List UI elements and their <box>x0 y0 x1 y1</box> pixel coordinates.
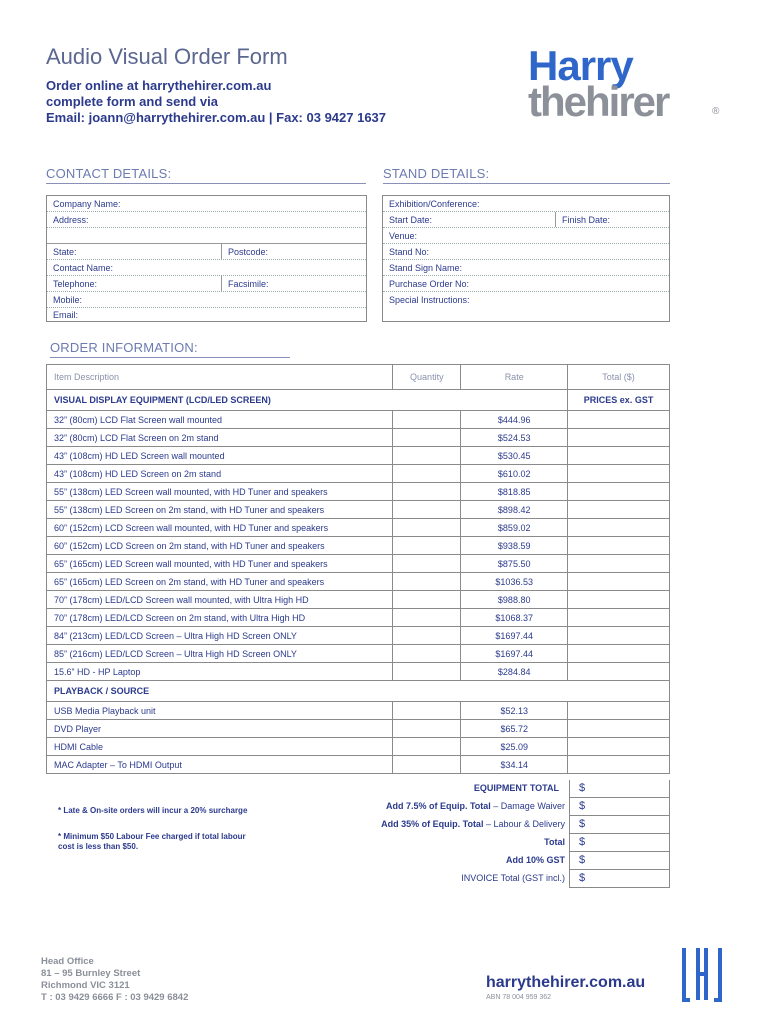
total-input[interactable] <box>568 573 670 591</box>
contact-name-field[interactable] <box>47 260 366 276</box>
item-rate: $52.13 <box>461 702 568 720</box>
stand-details-heading: STAND DETAILS: <box>383 166 490 181</box>
item-description: 43” (108cm) HD LED Screen wall mounted <box>47 447 393 465</box>
quantity-input[interactable] <box>393 501 461 519</box>
total-input[interactable] <box>568 519 670 537</box>
venue-field[interactable] <box>383 228 669 244</box>
visual-item-row <box>47 429 670 447</box>
labour-delivery-label <box>300 819 565 829</box>
item-description: 60” (152cm) LCD Screen on 2m stand, with HD Tuner and speakers <box>47 537 393 555</box>
exhibition-field[interactable] <box>383 196 669 212</box>
visual-item-row <box>47 519 670 537</box>
item-rate: $530.45 <box>461 447 568 465</box>
item-rate: $1697.44 <box>461 627 568 645</box>
order-online-text: Order online at harrythehirer.com.au <box>46 78 272 93</box>
company-name-label: Company Name: <box>53 199 121 209</box>
item-rate: $34.14 <box>461 756 568 774</box>
total-input[interactable] <box>568 702 670 720</box>
visual-item-row <box>47 555 670 573</box>
currency-symbol: $ <box>579 854 586 866</box>
item-description: 65” (165cm) LED Screen on 2m stand, with HD Tuner and speakers <box>47 573 393 591</box>
visual-item-row <box>47 465 670 483</box>
item-rate: $1036.53 <box>461 573 568 591</box>
total-input[interactable] <box>568 483 670 501</box>
item-description: USB Media Playback unit <box>47 702 393 720</box>
company-name-field[interactable] <box>47 196 366 212</box>
quantity-input[interactable] <box>393 573 461 591</box>
quantity-input[interactable] <box>393 663 461 681</box>
playback-item-row <box>47 720 670 738</box>
item-description: MAC Adapter – To HDMI Output <box>47 756 393 774</box>
visual-item-row <box>47 537 670 555</box>
total-input[interactable] <box>568 645 670 663</box>
send-via-text: complete form and send via <box>46 94 218 109</box>
purchase-order-label: Purchase Order No: <box>389 279 470 289</box>
invoice-total-input[interactable] <box>569 870 670 888</box>
damage-waiver-label <box>300 801 565 811</box>
logo-registered-mark: ® <box>712 106 720 117</box>
equipment-total-input[interactable] <box>569 780 670 798</box>
visual-item-row <box>47 573 670 591</box>
facsimile-field[interactable] <box>221 276 269 291</box>
visual-item-row <box>47 483 670 501</box>
exhibition-label: Exhibition/Conference: <box>389 199 480 209</box>
quantity-input[interactable] <box>393 465 461 483</box>
total-input[interactable] <box>568 756 670 774</box>
item-rate: $938.59 <box>461 537 568 555</box>
special-instructions-label: Special Instructions: <box>389 295 470 305</box>
total-input[interactable] <box>568 591 670 609</box>
email-field[interactable] <box>47 307 366 323</box>
purchase-order-field[interactable] <box>383 276 669 292</box>
finish-date-field[interactable] <box>555 212 610 227</box>
page-title: Audio Visual Order Form <box>46 44 288 69</box>
quantity-input[interactable] <box>393 537 461 555</box>
item-description: 85” (216cm) LED/LCD Screen – Ultra High HD Screen ONLY <box>47 645 393 663</box>
visual-items-body <box>47 411 670 681</box>
item-description: 32” (80cm) LCD Flat Screen wall mounted <box>47 411 393 429</box>
col-item-description: Item Description <box>47 365 393 390</box>
currency-symbol: $ <box>579 818 586 830</box>
invoice-total-label: INVOICE Total (GST incl.) <box>461 873 565 883</box>
visual-item-row <box>47 627 670 645</box>
section-playback <box>47 681 670 702</box>
visual-item-row <box>47 663 670 681</box>
total-input[interactable] <box>568 555 670 573</box>
damage-waiver-bold: Add 7.5% of Equip. Total <box>385 801 491 811</box>
item-rate: $1068.37 <box>461 609 568 627</box>
quantity-input[interactable] <box>393 483 461 501</box>
quantity-input[interactable] <box>393 720 461 738</box>
stand-sign-field[interactable] <box>383 260 669 276</box>
stand-no-label: Stand No: <box>389 247 430 257</box>
order-table-header <box>47 365 670 390</box>
item-rate: $898.42 <box>461 501 568 519</box>
item-rate: $610.02 <box>461 465 568 483</box>
footer-head-office: Head Office <box>41 956 94 967</box>
labour-fee-note-line2: cost is less than $50. <box>58 842 139 851</box>
quantity-input[interactable] <box>393 555 461 573</box>
col-total: Total ($) <box>568 365 670 390</box>
contact-details-heading: CONTACT DETAILS: <box>46 166 172 181</box>
total-input[interactable] <box>568 663 670 681</box>
footer-street: 81 – 95 Burnley Street <box>41 968 141 979</box>
total-input[interactable] <box>568 609 670 627</box>
contact-details-box <box>46 195 367 322</box>
prices-ex-gst-note: PRICES ex. GST <box>568 390 670 411</box>
item-description: 15.6” HD - HP Laptop <box>47 663 393 681</box>
telephone-field[interactable] <box>47 276 366 292</box>
stand-sign-label: Stand Sign Name: <box>389 263 463 273</box>
quantity-input[interactable] <box>393 411 461 429</box>
visual-item-row <box>47 591 670 609</box>
footer-website[interactable]: harrythehirer.com.au <box>486 974 646 991</box>
damage-waiver-input[interactable] <box>569 798 670 816</box>
state-label: State: <box>53 247 77 257</box>
address-line2-field[interactable] <box>47 228 366 244</box>
section-visual-display <box>47 390 670 411</box>
item-description: 43” (108cm) HD LED Screen on 2m stand <box>47 465 393 483</box>
col-rate: Rate <box>461 365 568 390</box>
item-description: 55” (138cm) LED Screen on 2m stand, with HD Tuner and speakers <box>47 501 393 519</box>
visual-item-row <box>47 411 670 429</box>
item-rate: $284.84 <box>461 663 568 681</box>
currency-symbol: $ <box>579 836 586 848</box>
start-date-label: Start Date: <box>389 215 433 225</box>
item-description: DVD Player <box>47 720 393 738</box>
email-fax-text: Email: joann@harrythehirer.com.au | Fax: 03 9427 1637 <box>46 110 387 125</box>
contact-name-label: Contact Name: <box>53 263 114 273</box>
email-label: Email: <box>53 310 79 320</box>
footer-phones: T : 03 9429 6666 F : 03 9429 6842 <box>41 992 189 1003</box>
total-input[interactable] <box>568 720 670 738</box>
address-label: Address: <box>53 215 89 225</box>
telephone-label: Telephone: <box>53 279 98 289</box>
quantity-input[interactable] <box>393 447 461 465</box>
total-input[interactable] <box>568 465 670 483</box>
quantity-input[interactable] <box>393 645 461 663</box>
section-visual-display-title: VISUAL DISPLAY EQUIPMENT (LCD/LED SCREEN) <box>47 390 568 411</box>
total-input[interactable] <box>569 834 670 852</box>
labour-delivery-rest: – Labour & Delivery <box>483 819 565 829</box>
visual-item-row <box>47 447 670 465</box>
mobile-field[interactable] <box>47 292 366 308</box>
playback-item-row <box>47 738 670 756</box>
quantity-input[interactable] <box>393 756 461 774</box>
currency-symbol: $ <box>579 872 586 884</box>
item-rate: $524.53 <box>461 429 568 447</box>
venue-label: Venue: <box>389 231 418 241</box>
gst-input[interactable] <box>569 852 670 870</box>
item-description: HDMI Cable <box>47 738 393 756</box>
total-input[interactable] <box>568 447 670 465</box>
equipment-total-label: EQUIPMENT TOTAL <box>473 783 559 793</box>
harry-the-hirer-logo <box>528 42 728 126</box>
gst-label: Add 10% GST <box>505 855 565 865</box>
facsimile-label: Facsimile: <box>228 279 269 289</box>
item-description: 60” (152cm) LCD Screen wall mounted, with HD Tuner and speakers <box>47 519 393 537</box>
item-rate: $1697.44 <box>461 645 568 663</box>
visual-item-row <box>47 645 670 663</box>
playback-items-body <box>47 702 670 774</box>
item-description: 65” (165cm) LED Screen wall mounted, with HD Tuner and speakers <box>47 555 393 573</box>
quantity-input[interactable] <box>393 627 461 645</box>
stand-details-box <box>382 195 670 322</box>
stand-no-field[interactable] <box>383 244 669 260</box>
item-rate: $988.80 <box>461 591 568 609</box>
order-information-heading: ORDER INFORMATION: <box>50 340 198 355</box>
quantity-input[interactable] <box>393 519 461 537</box>
item-description: 55” (138cm) LED Screen wall mounted, with HD Tuner and speakers <box>47 483 393 501</box>
order-heading-rule <box>50 357 290 358</box>
item-rate: $859.02 <box>461 519 568 537</box>
address-field[interactable] <box>47 212 366 228</box>
total-label: Total <box>544 837 565 847</box>
labour-delivery-input[interactable] <box>569 816 670 834</box>
start-date-field[interactable] <box>383 212 669 228</box>
quantity-input[interactable] <box>393 702 461 720</box>
labour-fee-note-line1: * Minimum $50 Labour Fee charged if total labour <box>58 832 246 841</box>
item-rate: $875.50 <box>461 555 568 573</box>
col-quantity: Quantity <box>393 365 461 390</box>
damage-waiver-rest: – Damage Waiver <box>490 801 565 811</box>
stand-heading-rule <box>383 183 670 184</box>
item-description: 70” (178cm) LED/LCD Screen on 2m stand, with Ultra High HD <box>47 609 393 627</box>
labour-delivery-bold: Add 35% of Equip. Total <box>381 819 484 829</box>
special-instructions-field[interactable] <box>383 292 669 322</box>
currency-symbol: $ <box>579 782 586 794</box>
item-rate: $25.09 <box>461 738 568 756</box>
item-description: 84” (213cm) LED/LCD Screen – Ultra High HD Screen ONLY <box>47 627 393 645</box>
finish-date-label: Finish Date: <box>562 215 611 225</box>
late-surcharge-note: * Late & On-site orders will incur a 20% surcharge <box>58 806 248 815</box>
contact-heading-rule <box>46 183 366 184</box>
postcode-label: Postcode: <box>228 247 269 257</box>
logo-thehirer: thehirer <box>528 78 669 125</box>
total-input[interactable] <box>568 429 670 447</box>
mobile-label: Mobile: <box>53 295 83 305</box>
visual-item-row <box>47 501 670 519</box>
footer-suburb: Richmond VIC 3121 <box>41 980 130 991</box>
playback-item-row <box>47 756 670 774</box>
state-field[interactable] <box>47 244 366 260</box>
item-description: 32” (80cm) LCD Flat Screen on 2m stand <box>47 429 393 447</box>
total-input[interactable] <box>568 627 670 645</box>
visual-item-row <box>47 609 670 627</box>
item-rate: $818.85 <box>461 483 568 501</box>
quantity-input[interactable] <box>393 591 461 609</box>
total-input[interactable] <box>568 738 670 756</box>
footer-abn: ABN 78 004 959 362 <box>486 994 551 1001</box>
item-description: 70” (178cm) LED/LCD Screen wall mounted, with Ultra High HD <box>47 591 393 609</box>
currency-symbol: $ <box>579 800 586 812</box>
total-input[interactable] <box>568 537 670 555</box>
item-rate: $444.96 <box>461 411 568 429</box>
postcode-field[interactable] <box>221 244 268 259</box>
harry-h-monogram-icon <box>680 946 724 1002</box>
quantity-input[interactable] <box>393 429 461 447</box>
section-playback-title: PLAYBACK / SOURCE <box>47 681 670 702</box>
quantity-input[interactable] <box>393 609 461 627</box>
total-input[interactable] <box>568 501 670 519</box>
logo-harry: Harry <box>528 42 633 89</box>
item-rate: $65.72 <box>461 720 568 738</box>
playback-item-row <box>47 702 670 720</box>
quantity-input[interactable] <box>393 738 461 756</box>
order-table <box>46 364 670 774</box>
total-input[interactable] <box>568 411 670 429</box>
